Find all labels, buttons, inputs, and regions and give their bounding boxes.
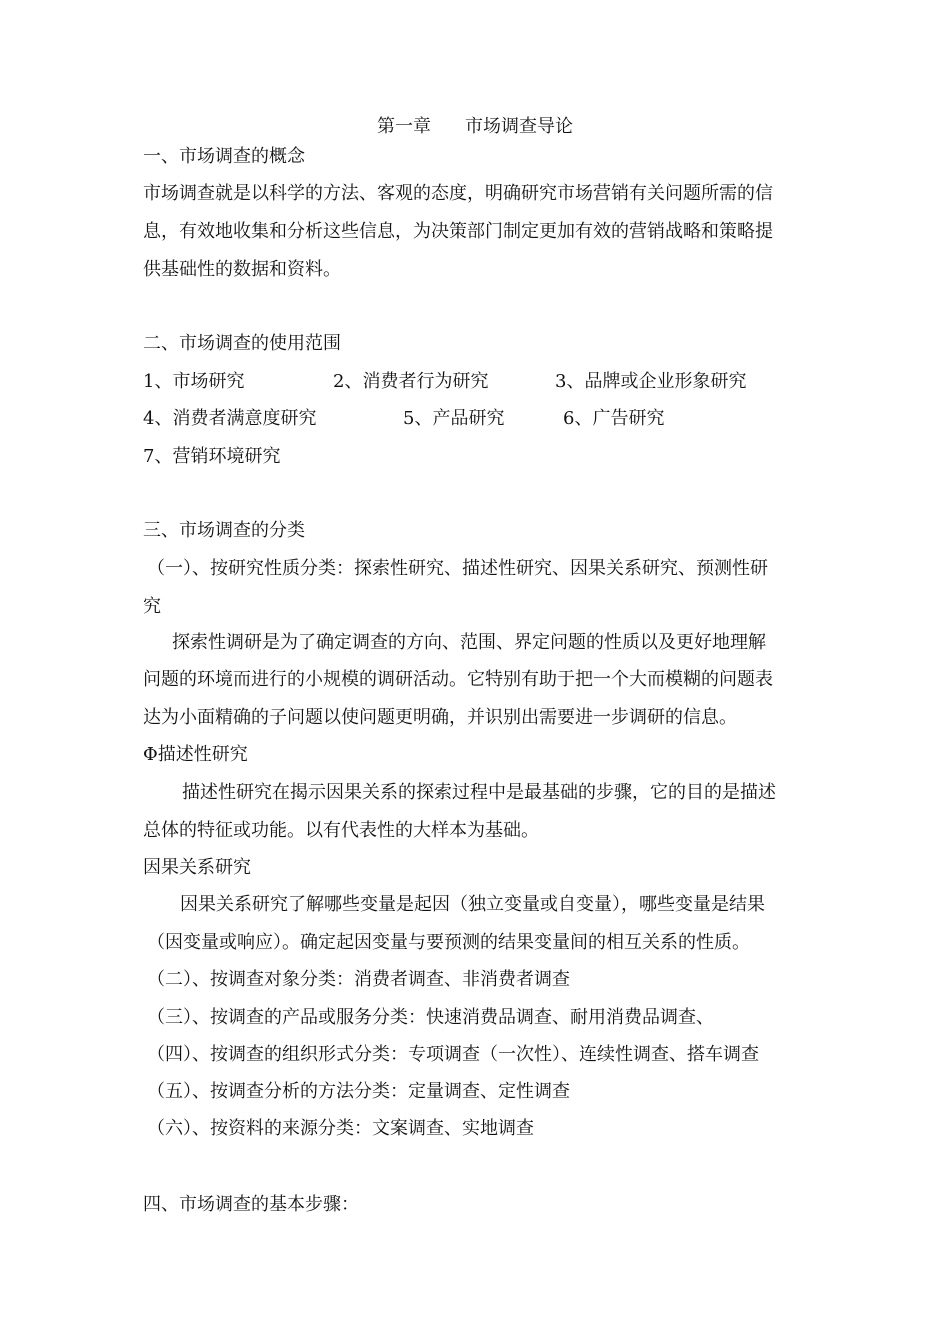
- descriptive-paragraph-line: 总体的特征或功能。以有代表性的大样本为基础。: [143, 820, 539, 841]
- scope-item: 5、产品研究: [403, 408, 505, 429]
- classification-line: （三）、按调查的产品或服务分类：快速消费品调查、耐用消费品调查、: [147, 1007, 714, 1028]
- scope-item: 4、消费者满意度研究: [143, 408, 317, 429]
- chapter-name: 市场调查导论: [465, 116, 573, 137]
- chapter-number: 第一章: [377, 116, 431, 137]
- classification-line: （五）、按调查分析的方法分类：定量调查、定性调查: [147, 1081, 570, 1102]
- classification-line: （二）、按调查对象分类：消费者调查、非消费者调查: [147, 969, 570, 990]
- scope-item: 7、营销环境研究: [143, 446, 281, 467]
- section-1-heading: 一、市场调查的概念: [143, 146, 305, 167]
- classification-line: 究: [143, 596, 161, 617]
- scope-item: 6、广告研究: [563, 408, 665, 429]
- section-4-heading: 四、市场调查的基本步骤：: [143, 1194, 359, 1215]
- descriptive-paragraph-line: 描述性研究在揭示因果关系的探索过程中是最基础的步骤，它的目的是描述: [182, 782, 776, 803]
- section-1-body-line: 供基础性的数据和资料。: [143, 259, 341, 280]
- scope-item: 3、品牌或企业形象研究: [555, 371, 747, 392]
- scope-item: 1、市场研究: [143, 371, 245, 392]
- scope-item: 2、消费者行为研究: [333, 371, 489, 392]
- chapter-title: [0, 114, 950, 140]
- causal-heading: 因果关系研究: [143, 857, 251, 878]
- causal-paragraph-line: 因果关系研究了解哪些变量是起因（独立变量或自变量），哪些变量是结果: [180, 894, 765, 915]
- classification-line: （六）、按资料的来源分类：文案调查、实地调查: [147, 1118, 534, 1139]
- section-1-body-line: 息，有效地收集和分析这些信息，为决策部门制定更加有效的营销战略和策略提: [143, 221, 773, 242]
- exploratory-paragraph-line: 探索性调研是为了确定调查的方向、范围、界定问题的性质以及更好地理解: [172, 632, 766, 653]
- exploratory-paragraph-line: 达为小面精确的子问题以使问题更明确，并识别出需要进一步调研的信息。: [143, 707, 737, 728]
- descriptive-heading: Φ描述性研究: [143, 744, 248, 765]
- exploratory-paragraph-line: 问题的环境而进行的小规模的调研活动。它特别有助于把一个大而模糊的问题表: [143, 669, 773, 690]
- section-3-heading: 三、市场调查的分类: [143, 520, 305, 541]
- classification-line: （四）、按调查的组织形式分类：专项调查（一次性）、连续性调查、搭车调查: [147, 1044, 759, 1065]
- causal-paragraph-line: （因变量或响应）。确定起因变量与要预测的结果变量间的相互关系的性质。: [147, 932, 750, 953]
- classification-line: （一）、按研究性质分类：探索性研究、描述性研究、因果关系研究、预测性研: [147, 558, 768, 579]
- section-1-body-line: 市场调查就是以科学的方法、客观的态度，明确研究市场营销有关问题所需的信: [143, 183, 773, 204]
- section-2-heading: 二、市场调查的使用范围: [143, 333, 341, 354]
